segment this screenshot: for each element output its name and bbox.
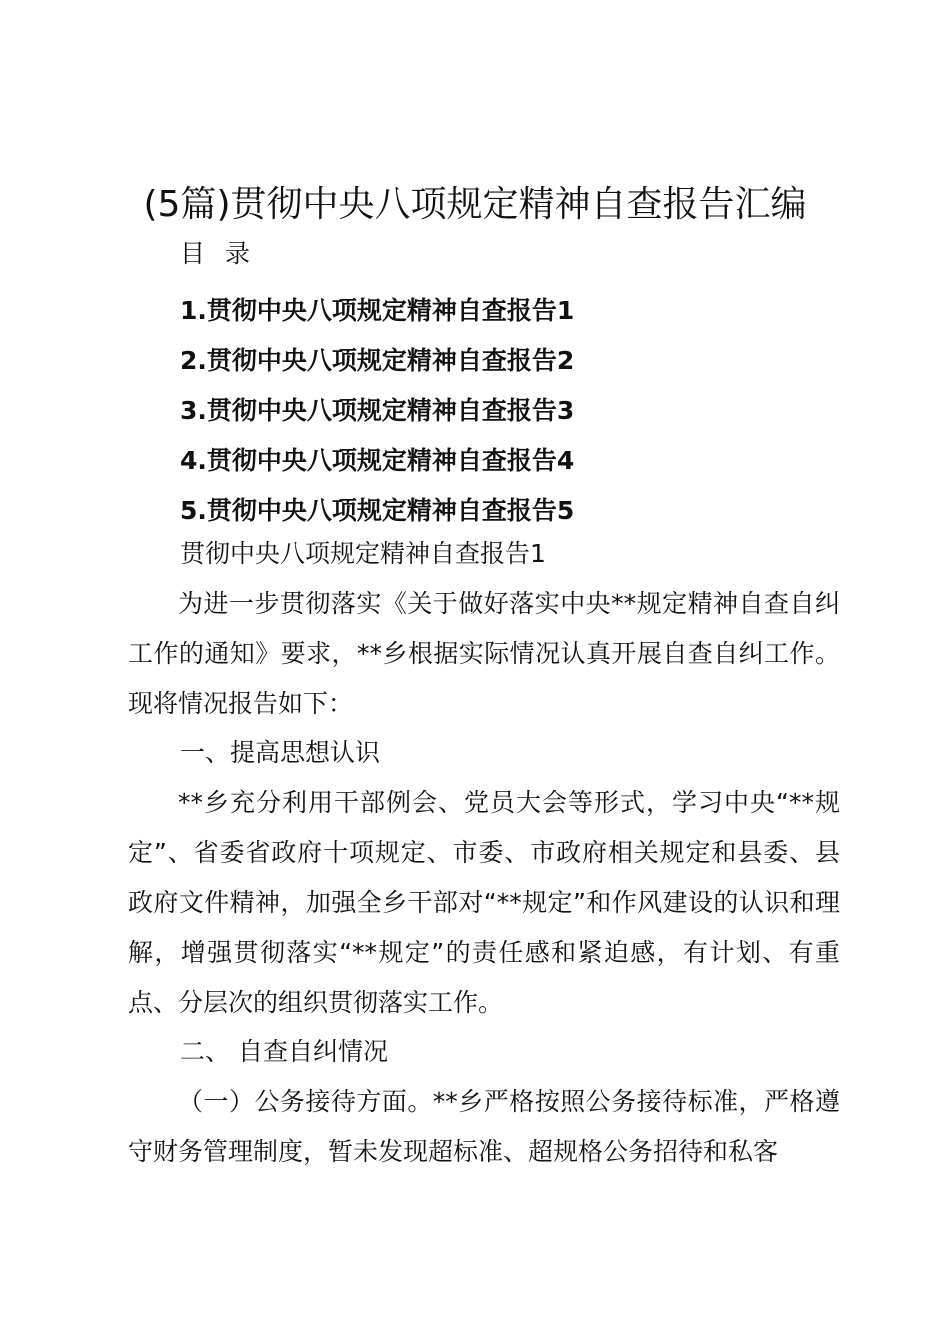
toc-item[interactable]: 3.贯彻中央八项规定精神自查报告3 — [180, 396, 575, 425]
body-paragraph: **乡充分利用干部例会、党员大会等形式，学习中央“**规定”、省委省政府十项规定、市委、市政府相关规定和县委、县政府文件精神，加强全乡干部对“**规定”和作风建设的认识和理解，增强贯彻落实“**规定”的责任感和紧迫感，有计划、有重点、分层次的组织贯彻落实工作。 — [128, 788, 840, 1017]
toc-item[interactable]: 1.贯彻中央八项规定精神自查报告1 — [180, 296, 575, 325]
section-heading: 二、 自查自纠情况 — [180, 1037, 388, 1066]
body-paragraph: （一）公务接待方面。**乡严格按照公务接待标准，严格遵守财务管理制度，暂未发现超标准、超规格公务招待和私客 — [128, 1087, 840, 1166]
toc-heading: 目 录 — [180, 239, 256, 268]
intro-paragraph: 为进一步贯彻落实《关于做好落实中央**规定精神自查自纠工作的通知》要求，**乡根据实际情况认真开展自查自纠工作。现将情况报告如下： — [128, 589, 840, 718]
toc-item[interactable]: 5.贯彻中央八项规定精神自查报告5 — [180, 496, 575, 525]
document-title: (5篇)贯彻中央八项规定精神自查报告汇编 — [143, 184, 807, 225]
toc-item[interactable]: 4.贯彻中央八项规定精神自查报告4 — [180, 446, 575, 475]
toc-item[interactable]: 2.贯彻中央八项规定精神自查报告2 — [180, 346, 575, 375]
report-title: 贯彻中央八项规定精神自查报告1 — [180, 539, 546, 568]
table-of-contents — [180, 286, 574, 536]
section-heading: 一、提高思想认识 — [180, 738, 381, 767]
